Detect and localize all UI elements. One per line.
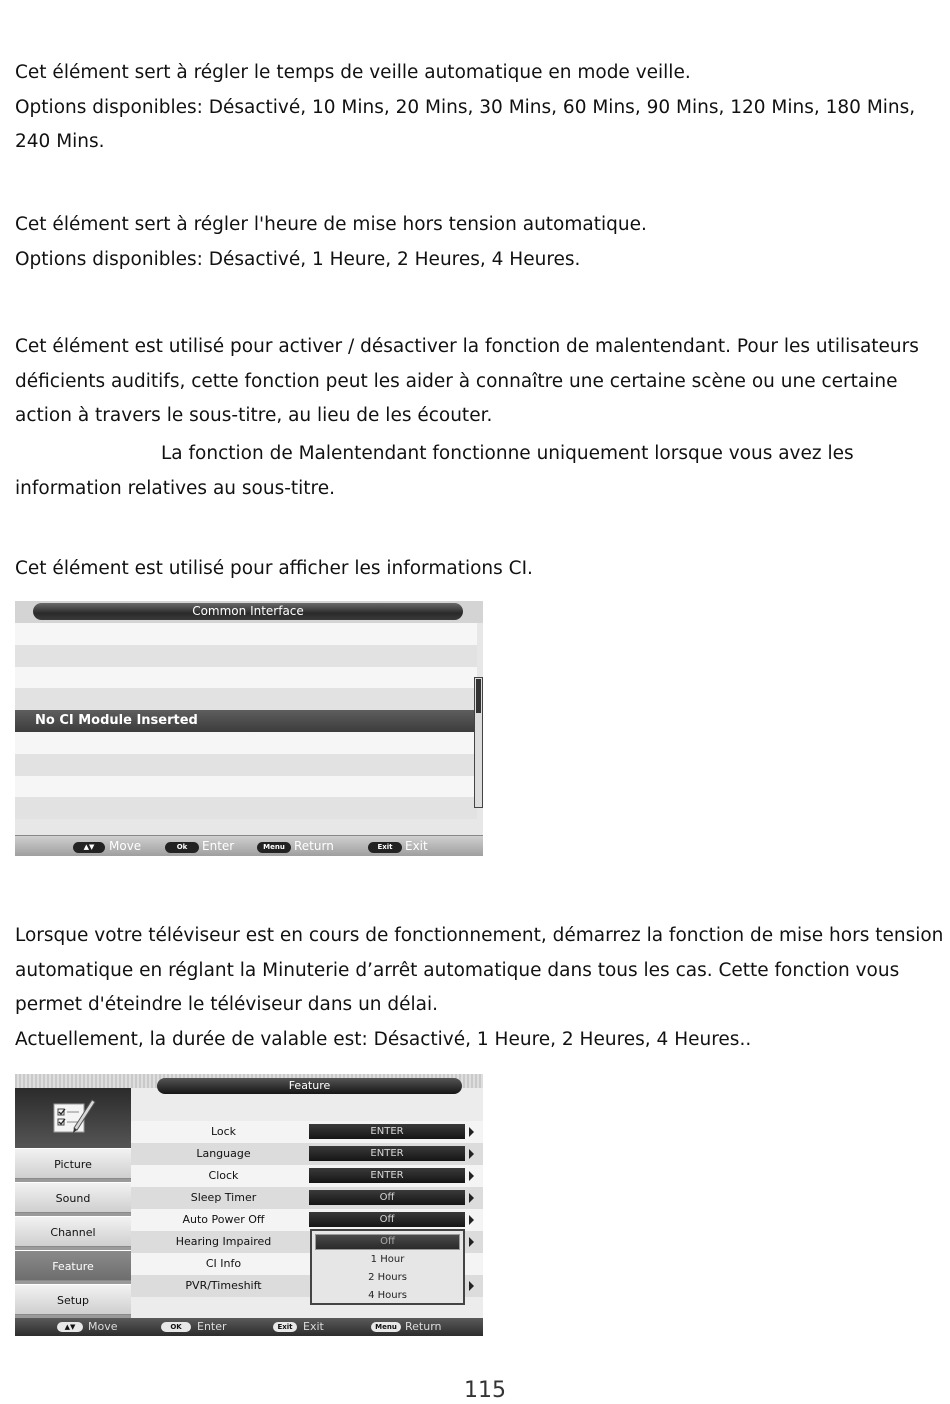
menu-row-label: Language bbox=[196, 1147, 251, 1160]
feature-screenshot bbox=[15, 1074, 483, 1336]
dropdown-option-4-hours[interactable]: 4 Hours bbox=[368, 1290, 407, 1301]
sidebar-item-picture[interactable]: Picture bbox=[15, 1148, 131, 1179]
list-item bbox=[15, 797, 477, 819]
arrow-right-icon bbox=[469, 1149, 474, 1159]
ci-screenshot bbox=[15, 601, 483, 856]
ci-footer-return: Return bbox=[294, 839, 334, 853]
auto-power-off-description bbox=[15, 208, 945, 277]
arrows-key-icon: ▲▼ bbox=[73, 842, 105, 853]
menu-row-label: Sleep Timer bbox=[190, 1191, 257, 1204]
feature-sidebar bbox=[15, 1088, 131, 1318]
feature-title: Feature bbox=[157, 1078, 462, 1094]
page-number: 115 bbox=[464, 1378, 506, 1403]
ci-footer-exit: Exit bbox=[405, 839, 428, 853]
ci-scrollbar-thumb[interactable] bbox=[476, 679, 481, 713]
menu-row-value: ENTER bbox=[309, 1124, 465, 1139]
ok-key-icon: OK bbox=[161, 1322, 191, 1332]
sidebar-item-sound[interactable]: Sound bbox=[15, 1182, 131, 1213]
dropdown-option-1-hour[interactable]: 1 Hour bbox=[370, 1254, 405, 1265]
sleep-line-1: Cet élément sert à régler le temps de veille automatique en mode veille. bbox=[15, 62, 691, 83]
arrow-right-icon bbox=[469, 1171, 474, 1181]
arrow-right-icon bbox=[469, 1193, 474, 1203]
feature-footer bbox=[15, 1318, 483, 1336]
auto-off-description bbox=[15, 919, 950, 1057]
list-item bbox=[15, 645, 477, 667]
menu-row-value: Off bbox=[309, 1212, 465, 1227]
ci-info-description bbox=[15, 552, 945, 587]
exit-key-icon: Exit bbox=[273, 1322, 297, 1332]
list-item bbox=[15, 754, 477, 776]
arrows-key-icon: ▲▼ bbox=[57, 1322, 83, 1332]
ci-list bbox=[15, 623, 477, 819]
sidebar-item-channel[interactable]: Channel bbox=[15, 1216, 131, 1247]
menu-row-label: PVR/Timeshift bbox=[185, 1279, 262, 1292]
menu-row-label: Lock bbox=[210, 1125, 237, 1138]
feature-footer-exit: Exit bbox=[303, 1320, 324, 1333]
auto-power-off-dropdown[interactable] bbox=[310, 1229, 465, 1305]
ci-selected-row[interactable]: No CI Module Inserted bbox=[15, 710, 477, 732]
hearing-impaired-body: Cet élément est utilisé pour activer / désactiver la fonction de malentendant. Pour les utilisateurs déficients auditifs, cette fonction peut les aider à connaître une certaine scène ou une certaine action à travers le sous-titre, au lieu de les écouter. bbox=[15, 336, 919, 426]
ci-scrollbar[interactable] bbox=[474, 677, 483, 808]
hearing-impaired-description bbox=[15, 330, 945, 434]
menu-row-auto-power-off[interactable] bbox=[131, 1209, 483, 1231]
ci-title-bar bbox=[15, 601, 483, 623]
hearing-impaired-note-text: La fonction de Malentendant fonctionne uniquement lorsque vous avez les information relatives au sous-titre. bbox=[15, 443, 854, 499]
menu-key-icon: Menu bbox=[257, 842, 291, 853]
menu-row-language[interactable] bbox=[131, 1143, 483, 1165]
ci-footer-move: Move bbox=[109, 839, 142, 853]
sidebar-item-feature[interactable]: Feature bbox=[15, 1250, 131, 1281]
ci-info-body: Cet élément est utilisé pour afficher les informations CI. bbox=[15, 558, 533, 579]
auto-power-off-line-1: Cet élément sert à régler l'heure de mise hors tension automatique. bbox=[15, 214, 647, 235]
arrow-right-icon bbox=[469, 1127, 474, 1137]
menu-key-icon: Menu bbox=[371, 1322, 401, 1332]
sidebar-item-setup[interactable]: Setup bbox=[15, 1284, 131, 1315]
arrow-right-icon bbox=[469, 1237, 474, 1247]
feature-footer-return: Return bbox=[405, 1320, 442, 1333]
feature-footer-move: Move bbox=[88, 1320, 118, 1333]
auto-off-body: Lorsque votre téléviseur est en cours de fonctionnement, démarrez la fonction de mise hors tension automatique en réglant la Minuterie d’arrêt automatique dans tous les cas. Cette fonction vous permet d'éteindre le téléviseur dans un délai. bbox=[15, 925, 944, 1015]
dropdown-option-2-hours[interactable]: 2 Hours bbox=[368, 1272, 407, 1283]
list-item bbox=[15, 776, 477, 798]
sleep-options: Options disponibles: Désactivé, 10 Mins, 20 Mins, 30 Mins, 60 Mins, 90 Mins, 120 Mins, 180 Mins, 240 Mins. bbox=[15, 96, 916, 152]
auto-off-options: Actuellement, la durée de valable est: Désactivé, 1 Heure, 2 Heures, 4 Heures.. bbox=[15, 1028, 752, 1050]
menu-row-clock[interactable] bbox=[131, 1165, 483, 1187]
auto-power-off-options: Options disponibles: Désactivé, 1 Heure, 2 Heures, 4 Heures. bbox=[15, 248, 581, 270]
list-item bbox=[15, 667, 477, 689]
ci-footer-enter: Enter bbox=[202, 839, 235, 853]
menu-row-value: ENTER bbox=[309, 1168, 465, 1183]
menu-row-label: Hearing Impaired bbox=[175, 1235, 272, 1248]
menu-row-sleep-timer[interactable] bbox=[131, 1187, 483, 1209]
menu-row-label: Auto Power Off bbox=[182, 1213, 265, 1226]
list-item bbox=[15, 623, 477, 645]
arrow-right-icon bbox=[469, 1281, 474, 1291]
exit-key-icon: Exit bbox=[368, 842, 402, 853]
menu-row-value: ENTER bbox=[309, 1146, 465, 1161]
ok-key-icon: Ok bbox=[165, 842, 199, 853]
ci-footer bbox=[15, 835, 483, 856]
list-item bbox=[15, 732, 477, 754]
menu-row-lock[interactable] bbox=[131, 1121, 483, 1143]
checklist-pen-icon bbox=[52, 1096, 96, 1136]
list-item bbox=[15, 688, 477, 710]
menu-row-value: Off bbox=[309, 1190, 465, 1205]
feature-footer-enter: Enter bbox=[197, 1320, 227, 1333]
ci-title: Common Interface bbox=[33, 603, 463, 620]
dropdown-option-off[interactable]: Off bbox=[315, 1234, 460, 1250]
feature-icon-box bbox=[15, 1088, 131, 1148]
sleep-description bbox=[15, 56, 945, 160]
menu-row-label: Clock bbox=[208, 1169, 239, 1182]
menu-row-label: CI Info bbox=[205, 1257, 242, 1270]
hearing-impaired-note bbox=[15, 437, 945, 506]
arrow-right-icon bbox=[469, 1215, 474, 1225]
